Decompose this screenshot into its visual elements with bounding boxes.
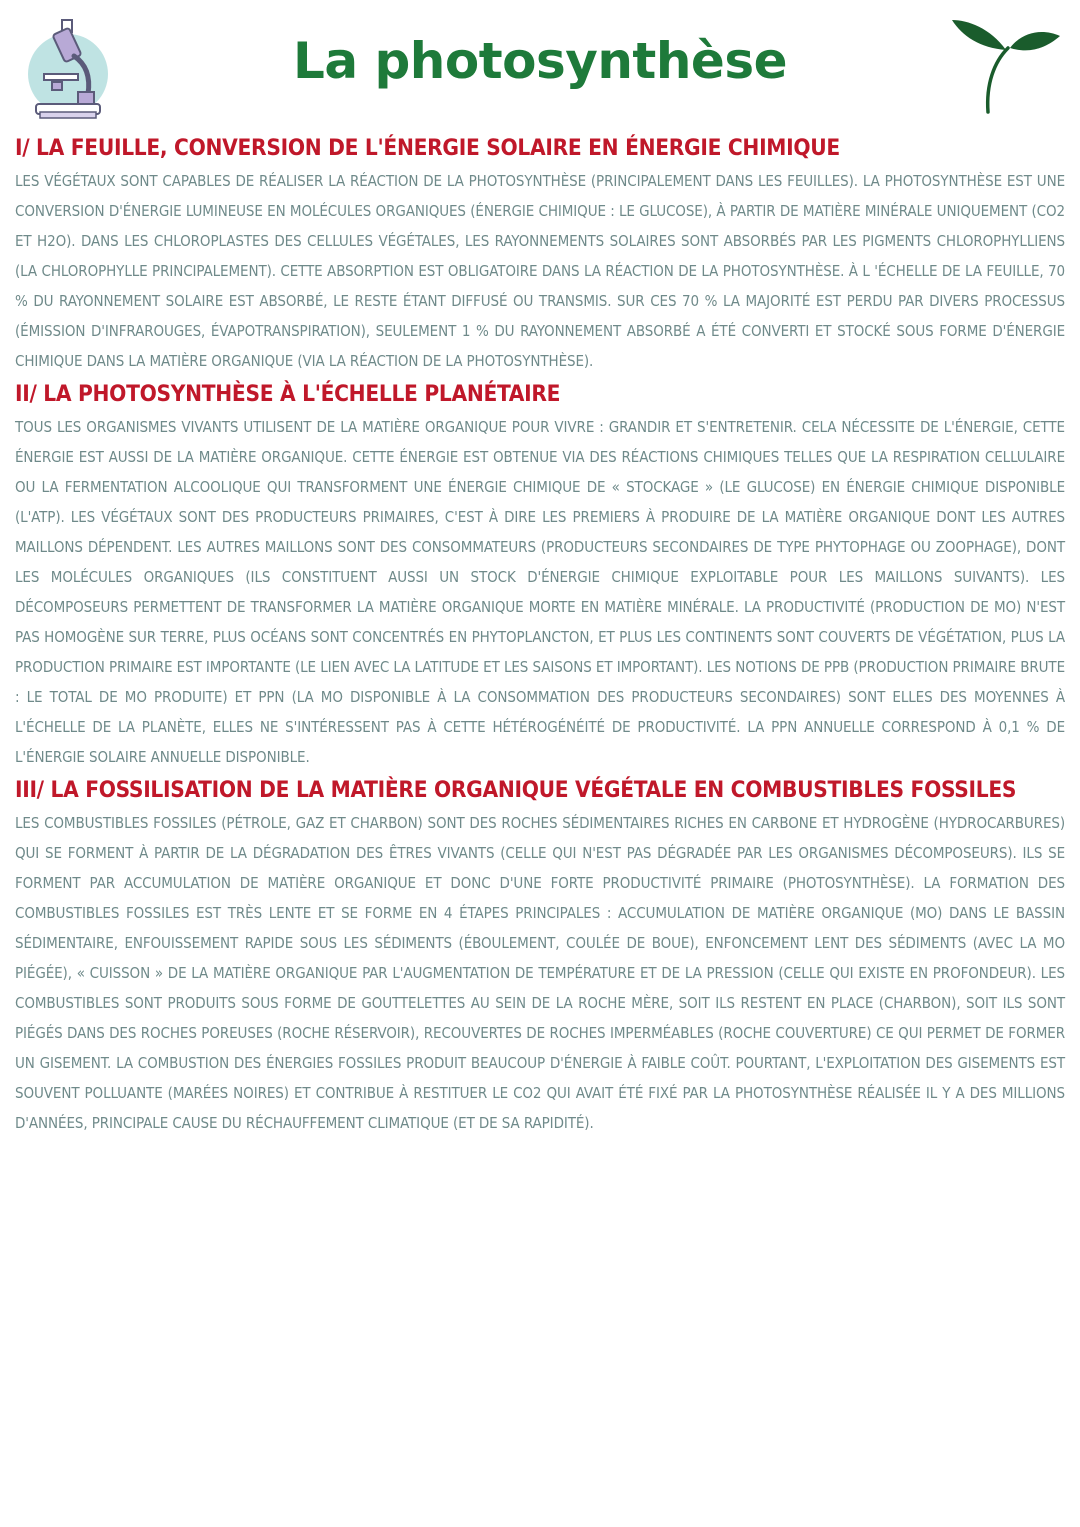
section-paragraph: LES VÉGÉTAUX SONT CAPABLES DE RÉALISER LA RÉACTION DE LA PHOTOSYNTHÈSE (PRINCIPALEMENT DANS LES FEUILLES). LA PHOTOSYNTHÈSE EST UNE CONVERSION D'ÉNERGIE LUMINEUSE EN MOLÉCULES ORGANIQUES (ÉNERGIE CHIMIQUE : LE GLUCOSE), À PARTIR DE MATIÈRE MINÉRALE UNIQUEMENT (CO2 ET H2O). DANS LES CHLOROPLASTES DES CELLULES VÉGÉTALES, LES RAYONNEMENTS SOLAIRES SONT ABSORBÉS PAR LES PIGMENTS CHLOROPHYLLIENS (LA CHLOROPHYLLE PRINCIPALEMENT). CETTE ABSORPTION EST OBLIGATOIRE DANS LA RÉACTION DE LA PHOTOSYNTHÈSE. À L 'ÉCHELLE DE LA FEUILLE, 70 % DU RAYONNEMENT SOLAIRE EST ABSORBÉ, LE RESTE ÉTANT DIFFUSÉ OU TRANSMIS. SUR CES 70 % LA MAJORITÉ EST PERDU PAR DIVERS PROCESSUS (ÉMISSION D'INFRAROUGES, ÉVAPOTRANSPIRATION), SEULEMENT 1 % DU RAYONNEMENT ABSORBÉ A ÉTÉ CONVERTI ET STOCKÉ SOUS FORME D'ÉNERGIE CHIMIQUE DANS LA MATIÈRE ORGANIQUE (VIA LA RÉACTION DE LA PHOTOSYNTHÈSE). xyxy=(15,172,1065,370)
section-paragraph: LES COMBUSTIBLES FOSSILES (PÉTROLE, GAZ ET CHARBON) SONT DES ROCHES SÉDIMENTAIRES RICHES EN CARBONE ET HYDROGÈNE (HYDROCARBURES) QUI SE FORMENT À PARTIR DE LA DÉGRADATION DES ÊTRES VIVANTS (CELLE QUI N'EST PAS DÉGRADÉE PAR LES ORGANISMES DÉCOMPOSEURS). ILS SE FORMENT PAR ACCUMULATION DE MATIÈRE ORGANIQUE ET DONC D'UNE FORTE PRODUCTIVITÉ PRIMAIRE (PHOTOSYNTHÈSE). LA FORMATION DES COMBUSTIBLES FOSSILES EST TRÈS LENTE ET SE FORME EN 4 ÉTAPES PRINCIPALES : ACCUMULATION DE MATIÈRE ORGANIQUE (MO) DANS LE BASSIN SÉDIMENTAIRE, ENFOUISSEMENT RAPIDE SOUS LES SÉDIMENTS (ÉBOULEMENT, COULÉE DE BOUE), ENFONCEMENT LENT DES SÉDIMENTS (AVEC LA MO PIÉGÉE), « CUISSON » DE LA MATIÈRE ORGANIQUE PAR L'AUGMENTATION DE TEMPÉRATURE ET DE LA PRESSION (CELLE QUI EXISTE EN PROFONDEUR). LES COMBUSTIBLES SONT PRODUITS SOUS FORME DE GOUTTELETTES AU SEIN DE LA ROCHE MÈRE, SOIT ILS RESTENT EN PLACE (CHARBON), SOIT ILS SONT PIÉGÉS DANS DES ROCHES POREUSES (ROCHE RÉSERVOIR), RECOUVERTES DE ROCHES IMPERMÉABLES (ROCHE COUVERTURE) CE QUI PERMET DE FORMER UN GISEMENT. LA COMBUSTION DES ÉNERGIES FOSSILES PRODUIT BEAUCOUP D'ÉNERGIE À FAIBLE COÛT. POURTANT, L'EXPLOITATION DES GISEMENTS EST SOUVENT POLLUANTE (MARÉES NOIRES) ET CONTRIBUE À RESTITUER LE CO2 QUI AVAIT ÉTÉ FIXÉ PAR LA PHOTOSYNTHÈSE RÉALISÉE IL Y A DES MILLIONS D'ANNÉES, PRINCIPALE CAUSE DU RÉCHAUFFEMENT CLIMATIQUE (ET DE SA RAPIDITÉ). xyxy=(15,814,1065,1132)
page-header xyxy=(0,0,1080,130)
document-body xyxy=(15,132,1065,1140)
section-heading: III/ LA FOSSILISATION DE LA MATIÈRE ORGANIQUE VÉGÉTALE EN COMBUSTIBLES FOSSILES xyxy=(15,777,1017,803)
section-paragraph: TOUS LES ORGANISMES VIVANTS UTILISENT DE LA MATIÈRE ORGANIQUE POUR VIVRE : GRANDIR ET S'ENTRETENIR. CELA NÉCESSITE DE L'ÉNERGIE, CETTE ÉNERGIE EST AUSSI DE LA MATIÈRE ORGANIQUE. CETTE ÉNERGIE EST OBTENUE VIA DES RÉACTIONS CHIMIQUES TELLES QUE LA RESPIRATION CELLULAIRE OU LA FERMENTATION ALCOOLIQUE QUI TRANSFORMENT UNE ÉNERGIE CHIMIQUE DE « STOCKAGE » (LE GLUCOSE) EN ÉNERGIE CHIMIQUE DISPONIBLE (L'ATP). LES VÉGÉTAUX SONT DES PRODUCTEURS PRIMAIRES, C'EST À DIRE LES PREMIERS À PRODUIRE DE LA MATIÈRE ORGANIQUE DONT LES AUTRES MAILLONS DÉPENDENT. LES AUTRES MAILLONS SONT DES CONSOMMATEURS (PRODUCTEURS SECONDAIRES DE TYPE PHYTOPHAGE OU ZOOPHAGE), DONT LES MOLÉCULES ORGANIQUES (ILS CONSTITUENT AUSSI UN STOCK D'ÉNERGIE CHIMIQUE EXPLOITABLE POUR LES MAILLONS SUIVANTS). LES DÉCOMPOSEURS PERMETTENT DE TRANSFORMER LA MATIÈRE ORGANIQUE MORTE EN MATIÈRE MINÉRALE. LA PRODUCTIVITÉ (PRODUCTION DE MO) N'EST PAS HOMOGÈNE SUR TERRE, PLUS OCÉANS SONT CONCENTRÉS EN PHYTOPLANCTON, ET PLUS LES CONTINENTS SONT COUVERTS DE VÉGÉTATION, PLUS LA PRODUCTION PRIMAIRE EST IMPORTANTE (LE LIEN AVEC LA LATITUDE ET LES SAISONS ET IMPORTANT). LES NOTIONS DE PPB (PRODUCTION PRIMAIRE BRUTE : LE TOTAL DE MO PRODUITE) ET PPN (LA MO DISPONIBLE À LA CONSOMMATION DES PRODUCTEURS SECONDAIRES) SONT ELLES DES MOYENNES À L'ÉCHELLE DE LA PLANÈTE, ELLES NE S'INTÉRESSENT PAS À CETTE HÉTÉROGÉNÉITÉ DE PRODUCTIVITÉ. LA PPN ANNUELLE CORRESPOND À 0,1 % DE L'ÉNERGIE SOLAIRE ANNUELLE DISPONIBLE. xyxy=(15,418,1065,766)
section-heading: I/ LA FEUILLE, CONVERSION DE L'ÉNERGIE SOLAIRE EN ÉNERGIE CHIMIQUE xyxy=(15,135,840,161)
sprout-icon xyxy=(950,14,1062,114)
section-3 xyxy=(15,774,1065,1138)
section-heading: II/ LA PHOTOSYNTHÈSE À L'ÉCHELLE PLANÉTAIRE xyxy=(15,381,561,407)
section-2 xyxy=(15,378,1065,772)
section-1 xyxy=(15,132,1065,376)
page-title: La photosynthèse xyxy=(292,32,788,90)
